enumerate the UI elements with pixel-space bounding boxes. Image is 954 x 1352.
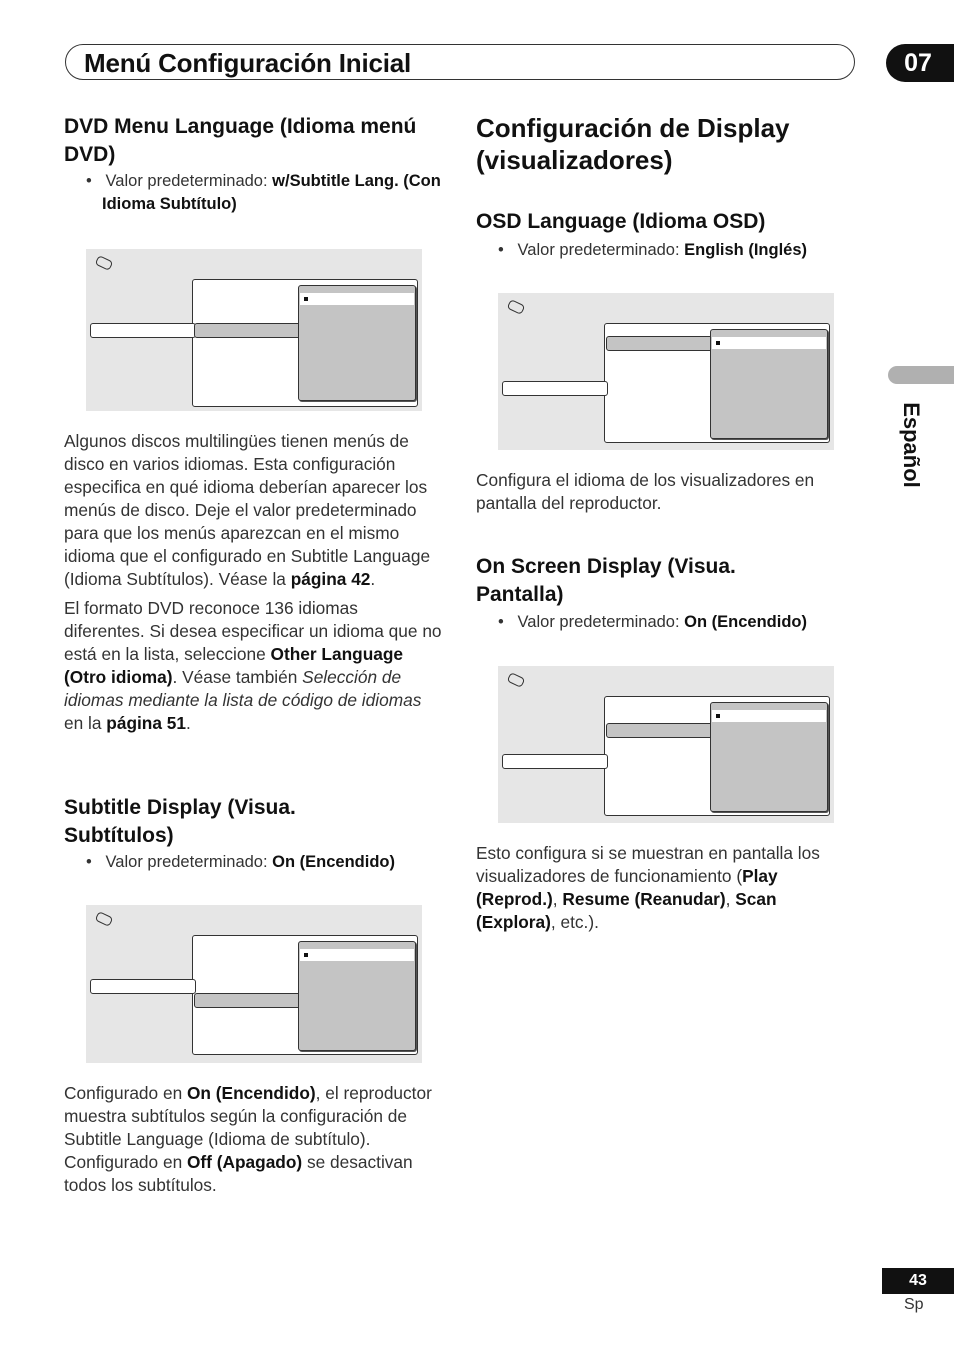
- dvd-menu-body: [64, 430, 442, 735]
- selected-option: [712, 337, 826, 349]
- selection-marker: [716, 714, 720, 718]
- menu-left-bar: [90, 323, 196, 338]
- osd-language-heading: OSD Language (Idioma OSD): [476, 210, 766, 233]
- dvd-menu-paragraph-1: Algunos discos multilingües tienen menús de disco en varios idiomas. Esta configuración especifica en qué idioma deberían aparecer los menús de disco. Deje el valor predeterminado para que los menús aparezcan en el mismo idioma que el configurado en Subtitle Language (Idioma Subtítulos). Véase la página 42.: [64, 431, 431, 589]
- display-config-heading: Configuración de Display (visualizadores): [476, 113, 790, 175]
- language-tab: [888, 366, 954, 384]
- dvd-menu-paragraph-2: El formato DVD reconoce 136 idiomas diferentes. Si desea especificar un idioma que no está en la lista, seleccione Other Language (Otro idioma). Véase también Selección de idiomas mediante la lista de código de idiomas en la página 51.: [64, 598, 442, 733]
- on-screen-display-heading: On Screen Display (Visua. Pantalla): [476, 555, 736, 606]
- disc-icon: [95, 255, 114, 271]
- selection-marker: [304, 297, 308, 301]
- chapter-badge: 07: [886, 44, 954, 82]
- dvd-menu-default: • Valor predeterminado: w/Subtitle Lang. (Con Idioma Subtítulo): [86, 172, 441, 213]
- disc-icon: [507, 672, 526, 688]
- page-title: Menú Configuración Inicial: [84, 48, 412, 78]
- disc-icon: [507, 299, 526, 315]
- dvd-menu-screen: [86, 249, 422, 411]
- selection-marker: [716, 341, 720, 345]
- disc-icon: [95, 911, 114, 927]
- language-label: Español: [899, 402, 924, 488]
- osd-language-paragraph: Configura el idioma de los visualizadores en pantalla del reproductor.: [476, 470, 815, 513]
- page-number: 43: [882, 1268, 954, 1294]
- menu-highlight: [606, 723, 716, 738]
- menu-left-bar: [502, 754, 608, 769]
- subtitle-display-default: • Valor predeterminado: On (Encendido): [86, 853, 395, 871]
- menu-highlight: [194, 993, 304, 1008]
- selection-marker: [304, 953, 308, 957]
- subtitle-display-body: [64, 1082, 442, 1197]
- language-code: Sp: [904, 1296, 924, 1313]
- selected-option: [712, 710, 826, 722]
- subtitle-display-heading: Subtitle Display (Visua. Subtítulos): [64, 796, 296, 847]
- osd-language-default: • Valor predeterminado: English (Inglés): [498, 241, 807, 259]
- selected-option: [300, 949, 414, 961]
- menu-left-bar: [90, 979, 196, 994]
- on-screen-display-default: • Valor predeterminado: On (Encendido): [498, 613, 807, 631]
- menu-left-bar: [502, 381, 608, 396]
- osd-language-body: [476, 469, 861, 515]
- selected-option: [300, 293, 414, 305]
- osd-language-screen: [498, 293, 834, 450]
- on-screen-display-paragraph: Esto configura si se muestran en pantalla los visualizadores de funcionamiento (Play (Reprod.), Resume (Reanudar), Scan (Explora), etc.).: [476, 843, 820, 932]
- subtitle-display-screen: [86, 905, 422, 1063]
- on-screen-display-screen: [498, 666, 834, 823]
- menu-highlight: [194, 323, 304, 338]
- subtitle-display-paragraph: Configurado en On (Encendido), el reproductor muestra subtítulos según la configuración de Subtitle Language (Idioma de subtítulo). Configurado en Off (Apagado) se desactivan todos los subtítulos.: [64, 1083, 432, 1195]
- on-screen-display-body: [476, 842, 861, 934]
- menu-highlight: [606, 336, 716, 351]
- dvd-menu-language-heading: DVD Menu Language (Idioma menú DVD): [64, 115, 417, 166]
